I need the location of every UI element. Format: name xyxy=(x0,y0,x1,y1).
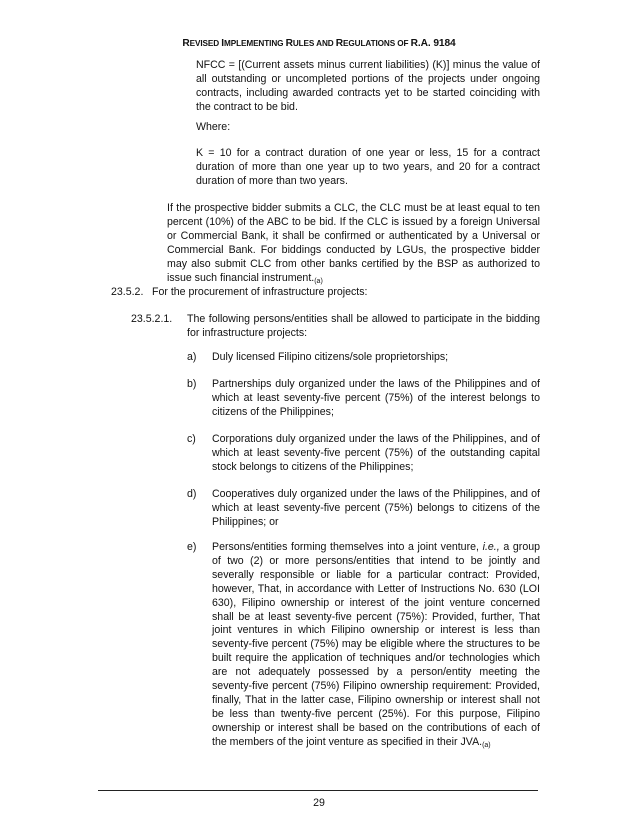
item-text-a: Duly licensed Filipino citizens/sole proprietorships; xyxy=(212,351,449,363)
item-text-c: Corporations duly organized under the laws of the Philippines, and of which at least seventy-five percent (75%) of the outstanding capital stock belongs to citizens of the Philippines; xyxy=(212,433,540,473)
item-text-e: Persons/entities forming themselves into a joint venture, i.e., a group of two (2) or more persons/entities that intend to be jointly and severally responsible or liable for a particular contract: Provided, however, That, in accordance with Letter of Instructions No. 630 (LOI 630), Filipino ownership or interest of the joint venture concerned shall be at least seventy-five percent (75%): Provided, further, That joint ventures in which Filipino ownership or interest is less than seventy-five percent (75%) may be eligible where the structures to be built require the application of techniques and/or technologies which are not adequately possessed by a person/entity meeting the seventy-five percent (75%) Filipino ownership requirement: Provided, finally, That in the latter case, Filipino ownership or interest shall not be less than twenty-five percent (25%). For this purpose, Filipino ownership or interest shall be based on the contributions of each of the members of the joint venture as specified in their $JVA._{(a)}$ xyxy=(212,541,540,749)
item-label-c: c) xyxy=(187,433,196,445)
clc-paragraph: If the prospective bidder submits a CLC, the CLC must be at least equal to ten percent (10%) of the ABC to be bid. If the CLC is issued by a foreign Universal or Commercial Bank, it shall be confirmed or authenticated by a Universal or Commercial Bank. For biddings conducted by LGUs, the prospective bidder may also submit CLC from other banks certified by the BSP as authorized to issue such financial $instrument._{(a)}$ xyxy=(167,202,540,285)
item-label-b: b) xyxy=(187,378,197,390)
item-label-e: e) xyxy=(187,541,197,553)
where-label: Where: xyxy=(196,121,231,133)
item-label-a: a) xyxy=(187,351,197,363)
page-number: 29 xyxy=(313,797,325,809)
section-number-23-5-2-1: 23.5.2.1. xyxy=(131,313,173,325)
section-number-23-5-2: 23.5.2. xyxy=(111,286,144,298)
item-text-d: Cooperatives duly organized under the laws of the Philippines, and of which at least seventy-five percent (75%) belongs to citizens of the Philippines; or xyxy=(212,488,540,528)
footer-rule xyxy=(98,790,538,791)
item-label-d: d) xyxy=(187,488,197,500)
k-definition: K = 10 for a contract duration of one year or less, 15 for a contract duration of more than one year up to two years, and 20 for a contract duration of more than two years. xyxy=(196,147,540,187)
running-header: REVISED IMPLEMENTING RULES AND REGULATIONS OF R.A. 9184 xyxy=(182,38,456,49)
section-title-23-5-2: For the procurement of infrastructure projects: xyxy=(152,286,368,298)
nfcc-formula: NFCC = [(Current assets minus current liabilities) (K)] minus the value of all outstanding or uncompleted portions of the projects under ongoing contracts, including awarded contracts yet to be started coinciding with the contract to be bid. xyxy=(196,59,540,113)
item-text-b: Partnerships duly organized under the laws of the Philippines and of which at least seventy-five percent (75%) of the interest belongs to citizens of the Philippines; xyxy=(212,378,540,418)
section-text-23-5-2-1: The following persons/entities shall be allowed to participate in the bidding for infrastructure projects: xyxy=(187,313,540,339)
